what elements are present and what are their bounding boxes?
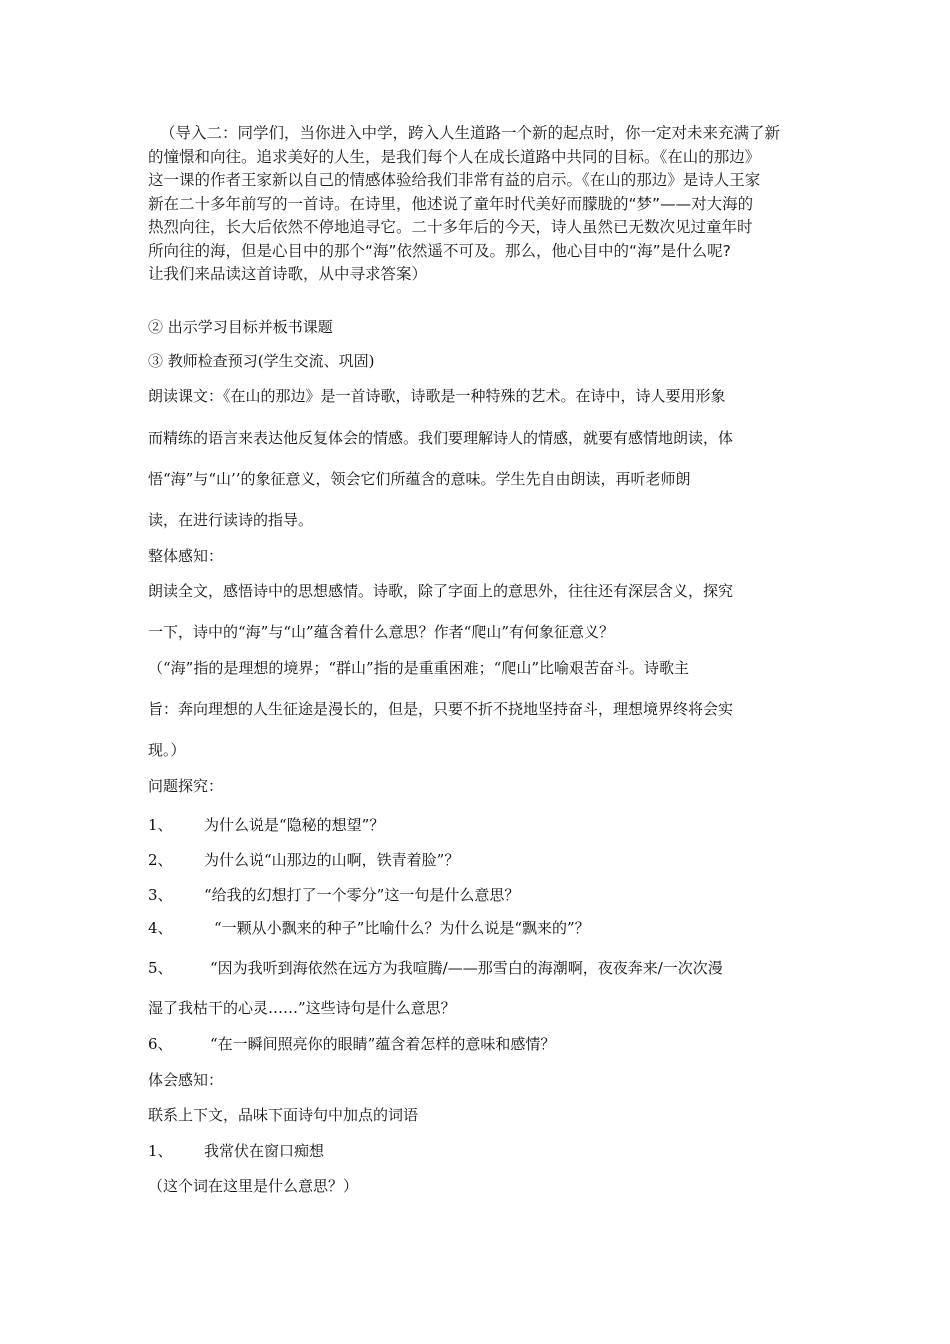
intro-line: （导入二：同学们，当你进入中学，跨入人生道路一个新的起点时，你一定对未来充满了新 [160,124,781,142]
reading-line: 悟“海”与“山’’的象征意义，领会它们所蕴含的意味。学生先自由朗读，再听老师朗 [148,470,691,488]
question-text: 为什么说“山那边的山啊，铁青着脸”？ [204,851,460,869]
intro-line: 所向往的海，但是心目中的那个“海”依然遥不可及。那么，他心目中的“海”是什么呢? [148,241,731,260]
question-number: 1、 [148,816,173,834]
overall-line: （“海”指的是理想的境界；“群山”指的是重重困难；“爬山”比喻艰苦奋斗。诗歌主 [148,659,690,677]
intro-line: 热烈向往，长大后依然不停地追寻它。二十多年后的今天，诗人虽然已无数次见过童年时 [148,218,753,236]
overall-line: 现。） [148,741,186,759]
question-text: “因为我听到海依然在远方为我喧腾/——那雪白的海潮啊，夜夜奔来/一次次漫 [210,959,723,977]
questions-heading: 问题探究： [148,777,224,795]
overall-line: 旨：奔向理想的人生征途是漫长的，但是，只要不折不挠地坚持奋斗，理想境界终将会实 [148,700,734,718]
reading-line: 读，在进行读诗的指导。 [148,511,314,529]
question-item [148,884,519,905]
question-text: “一颗从小飘来的种子”比喻什么？为什么说是“飘来的”？ [214,919,590,937]
feel-item-number: 1、 [148,1142,173,1160]
question-text: 为什么说是“隐秘的想望”？ [204,816,385,834]
question-number: 6、 [148,1035,173,1053]
overall-line: 朗读全文，感悟诗中的思想感情。诗歌，除了字面上的意思外，往往还有深层含义，探究 [148,582,734,600]
question-item [148,917,590,938]
reading-line: 而精练的语言来表达他反复体会的情感。我们要理解诗人的情感，就要有感情地朗读，体 [148,429,734,447]
question-item [148,849,459,870]
feel-item [148,1140,324,1161]
intro-line: 这一课的作者王家新以自己的情感体验给我们非常有益的启示。《在山的那边》是诗人王家 [148,171,761,189]
question-item [148,814,384,835]
feel-item-text: 我常伏在窗口痴想 [204,1142,325,1160]
overall-line: 一下，诗中的“海”与“山”蕴含着什么意思？作者“爬山”有何象征意义？ [148,623,615,641]
question-item-continued [148,997,456,1018]
question-number: 2、 [148,851,173,869]
step-3-heading: ③ 教师检查预习(学生交流、巩固) [148,352,375,370]
overall-heading: 整体感知： [148,547,224,565]
step-2-heading: ② 出示学习目标并板书课题 [148,318,333,336]
intro-line: 新在二十多年前写的一首诗。在诗里，他述说了童年时代美好而朦胧的“梦”——对大海的 [148,194,754,213]
intro-paragraph [148,122,808,287]
question-number: 4、 [148,919,173,937]
question-item [148,957,723,978]
question-number: 3、 [148,886,173,904]
question-text: “在一瞬间照亮你的眼睛”蕴含着怎样的意味和感情？ [210,1035,556,1053]
question-text: “给我的幻想打了一个零分”这一句是什么意思？ [204,886,520,904]
feel-item-note: （这个词在这里是什么意思？） [148,1177,359,1195]
feel-heading: 体会感知： [148,1071,224,1089]
question-number: 5、 [148,959,173,977]
intro-line: 的憧憬和向往。追求美好的人生，是我们每个人在成长道路中共同的目标。《在山的那边》 [148,147,761,166]
intro-line: 让我们来品读这首诗歌，从中寻求答案） [148,265,428,283]
question-text: 湿了我枯干的心灵……”这些诗句是什么意思？ [148,999,456,1017]
reading-line: 朗读课文：《在山的那边》是一首诗歌，诗歌是一种特殊的艺术。在诗中，诗人要用形象 [148,387,726,405]
question-item [148,1033,555,1054]
feel-intro: 联系上下文，品味下面诗句中加点的词语 [148,1106,419,1124]
